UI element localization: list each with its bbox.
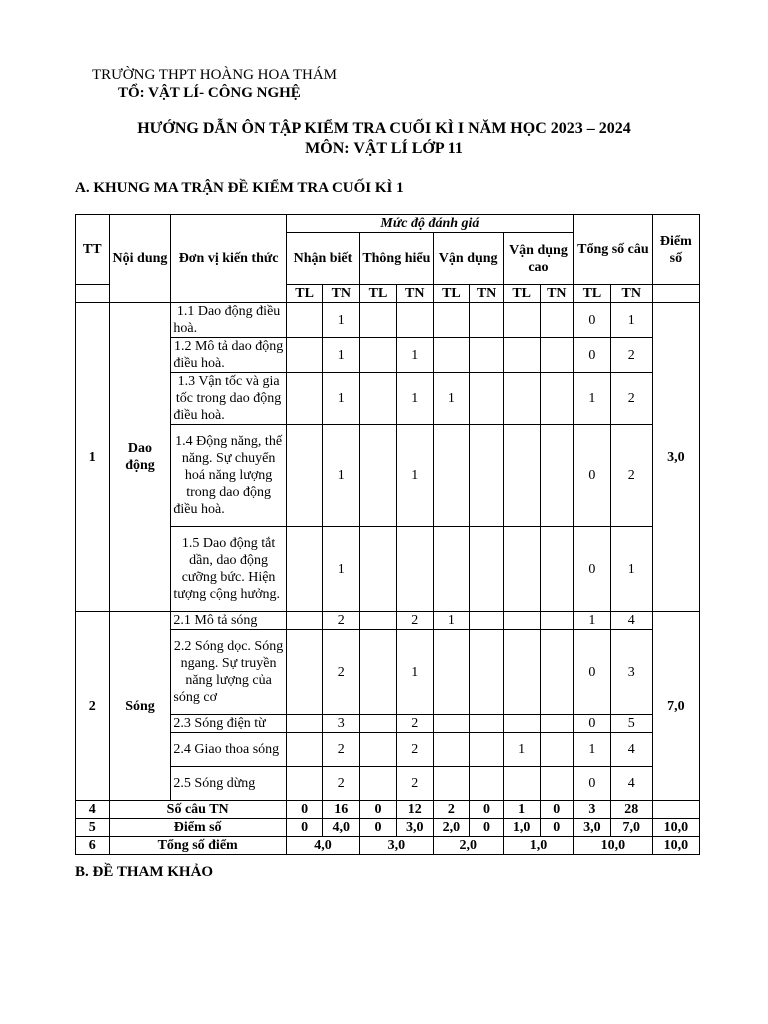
summary-cell: 2,0 — [433, 819, 470, 837]
table-row — [76, 612, 700, 630]
document-title: HƯỚNG DẪN ÔN TẬP KIỂM TRA CUỐI KÌ I NĂM HỌC 2023 – 2024 — [137, 120, 631, 137]
summary-cell: 0 — [360, 801, 397, 819]
count-cell: 5 — [610, 715, 652, 733]
count-cell: 0 — [574, 338, 611, 373]
count-cell — [360, 612, 397, 630]
header-tn: TN — [540, 285, 574, 303]
knowledge-unit: 1.4 Động năng, thế năng. Sự chuyển hoá năng lượng trong dao động điều hoà. — [171, 425, 286, 527]
header-level: Mức độ đánh giá — [286, 215, 573, 233]
count-cell — [433, 733, 470, 767]
count-cell — [286, 303, 323, 338]
header-blank — [76, 285, 110, 303]
count-cell: 0 — [574, 303, 611, 338]
count-cell: 2 — [610, 373, 652, 425]
count-cell — [360, 303, 397, 338]
knowledge-unit: 2.4 Giao thoa sóng — [171, 733, 286, 767]
count-cell — [540, 715, 574, 733]
count-cell: 3 — [610, 630, 652, 715]
header-blank — [652, 285, 699, 303]
count-cell — [503, 715, 540, 733]
summary-cell: 0 — [286, 819, 323, 837]
count-cell — [360, 630, 397, 715]
count-cell — [360, 767, 397, 801]
knowledge-unit: 1.2 Mô tả dao động điều hoà. — [171, 338, 286, 373]
knowledge-unit: 2.2 Sóng dọc. Sóng ngang. Sự truyền năng lượng của sóng cơ — [171, 630, 286, 715]
header-understand: Thông hiểu — [360, 233, 433, 285]
count-cell — [360, 733, 397, 767]
summary-cell: 3 — [574, 801, 611, 819]
count-cell: 2 — [323, 733, 360, 767]
count-cell — [433, 303, 470, 338]
summary-score: 10,0 — [652, 819, 699, 837]
header-score: Điểm số — [652, 215, 699, 285]
summary-cell: 2 — [433, 801, 470, 819]
count-cell — [540, 612, 574, 630]
count-cell: 2 — [396, 767, 433, 801]
count-cell — [470, 733, 504, 767]
summary-cell: 0 — [360, 819, 397, 837]
count-cell: 2 — [610, 425, 652, 527]
count-cell — [360, 338, 397, 373]
row-number: 5 — [76, 819, 110, 837]
header-tl: TL — [360, 285, 397, 303]
count-cell: 0 — [574, 767, 611, 801]
table-header — [76, 215, 700, 303]
header-tt: TT — [76, 215, 110, 285]
summary-score — [652, 801, 699, 819]
count-cell: 1 — [433, 373, 470, 425]
count-cell — [286, 338, 323, 373]
knowledge-unit: 1.3 Vận tốc và gia tốc trong dao động điều hoà. — [171, 373, 286, 425]
summary-cell: 3,0 — [574, 819, 611, 837]
count-cell — [503, 527, 540, 612]
count-cell — [360, 373, 397, 425]
count-cell — [396, 527, 433, 612]
row-number: 2 — [76, 612, 110, 801]
table-row — [76, 303, 700, 338]
summary-cell: 1,0 — [503, 819, 540, 837]
count-cell — [286, 767, 323, 801]
count-cell — [286, 373, 323, 425]
count-cell: 2 — [323, 612, 360, 630]
count-cell: 2 — [396, 612, 433, 630]
content-name: Dao động — [109, 303, 171, 612]
count-cell — [503, 630, 540, 715]
group-score: 3,0 — [652, 303, 699, 612]
content-name: Sóng — [109, 612, 171, 801]
count-cell — [540, 527, 574, 612]
header-tn: TN — [610, 285, 652, 303]
summary-row — [76, 837, 700, 855]
count-cell — [540, 425, 574, 527]
count-cell — [540, 733, 574, 767]
count-cell — [470, 767, 504, 801]
summary-cell: 0 — [470, 801, 504, 819]
count-cell — [286, 612, 323, 630]
summary-cell: 4,0 — [286, 837, 359, 855]
count-cell: 1 — [574, 373, 611, 425]
count-cell — [503, 338, 540, 373]
summary-cell: 1,0 — [503, 837, 573, 855]
count-cell — [286, 733, 323, 767]
count-cell — [470, 425, 504, 527]
count-cell — [540, 373, 574, 425]
header-tn: TN — [470, 285, 504, 303]
header-tl: TL — [433, 285, 470, 303]
section-a-heading: A. KHUNG MA TRẬN ĐỀ KIỂM TRA CUỐI KÌ 1 — [75, 180, 404, 196]
count-cell: 1 — [323, 373, 360, 425]
knowledge-unit: 2.5 Sóng dừng — [171, 767, 286, 801]
count-cell: 1 — [574, 733, 611, 767]
assessment-matrix-table — [75, 214, 700, 855]
count-cell — [470, 612, 504, 630]
section-b-heading: B. ĐỀ THAM KHẢO — [75, 864, 214, 880]
summary-label: Tổng số điểm — [109, 837, 286, 855]
summary-row — [76, 801, 700, 819]
count-cell: 1 — [396, 373, 433, 425]
count-cell — [503, 612, 540, 630]
count-cell — [470, 630, 504, 715]
count-cell: 1 — [610, 527, 652, 612]
summary-cell: 0 — [540, 801, 574, 819]
count-cell — [433, 767, 470, 801]
count-cell: 1 — [323, 338, 360, 373]
count-cell: 4 — [610, 733, 652, 767]
knowledge-unit: 2.1 Mô tả sóng — [171, 612, 286, 630]
knowledge-unit: 1.5 Dao động tắt dần, dao động cưỡng bức. Hiện tượng cộng hưởng. — [171, 527, 286, 612]
count-cell — [286, 715, 323, 733]
count-cell: 1 — [574, 612, 611, 630]
summary-cell: 1 — [503, 801, 540, 819]
summary-cell: 16 — [323, 801, 360, 819]
header-tl: TL — [574, 285, 611, 303]
count-cell: 2 — [396, 715, 433, 733]
count-cell: 1 — [323, 425, 360, 527]
count-cell — [433, 630, 470, 715]
count-cell — [433, 338, 470, 373]
group-score: 7,0 — [652, 612, 699, 801]
count-cell: 1 — [433, 612, 470, 630]
summary-cell: 0 — [540, 819, 574, 837]
count-cell — [433, 527, 470, 612]
row-number: 6 — [76, 837, 110, 855]
count-cell — [470, 527, 504, 612]
count-cell — [540, 338, 574, 373]
count-cell — [470, 373, 504, 425]
count-cell — [360, 715, 397, 733]
count-cell — [286, 425, 323, 527]
header-tl: TL — [286, 285, 323, 303]
count-cell: 0 — [574, 527, 611, 612]
count-cell — [470, 338, 504, 373]
summary-label: Số câu TN — [109, 801, 286, 819]
summary-cell: 4,0 — [323, 819, 360, 837]
count-cell — [540, 630, 574, 715]
count-cell: 0 — [574, 715, 611, 733]
count-cell — [433, 425, 470, 527]
department-name: TỔ: VẬT LÍ- CÔNG NGHỆ — [118, 85, 301, 101]
count-cell: 2 — [396, 733, 433, 767]
header-apply: Vận dụng — [433, 233, 503, 285]
count-cell — [503, 303, 540, 338]
header-tn: TN — [396, 285, 433, 303]
count-cell: 1 — [323, 303, 360, 338]
count-cell: 1 — [396, 338, 433, 373]
count-cell — [503, 767, 540, 801]
count-cell — [503, 425, 540, 527]
knowledge-unit: 1.1 Dao động điều hoà. — [171, 303, 286, 338]
count-cell: 1 — [503, 733, 540, 767]
summary-row — [76, 819, 700, 837]
summary-cell: 2,0 — [433, 837, 503, 855]
header-unit: Đơn vị kiến thức — [171, 215, 286, 303]
header-content: Nội dung — [109, 215, 171, 303]
header-recognize: Nhận biết — [286, 233, 359, 285]
count-cell: 1 — [323, 527, 360, 612]
summary-cell: 0 — [470, 819, 504, 837]
summary-cell: 3,0 — [396, 819, 433, 837]
header-apply-high: Vận dụng cao — [503, 233, 573, 285]
count-cell: 4 — [610, 612, 652, 630]
row-number: 1 — [76, 303, 110, 612]
summary-cell: 28 — [610, 801, 652, 819]
summary-cell: 0 — [286, 801, 323, 819]
count-cell: 0 — [574, 630, 611, 715]
count-cell — [540, 767, 574, 801]
count-cell: 2 — [323, 630, 360, 715]
count-cell: 1 — [396, 425, 433, 527]
summary-cell: 3,0 — [360, 837, 433, 855]
count-cell: 1 — [396, 630, 433, 715]
count-cell — [470, 715, 504, 733]
knowledge-unit: 2.3 Sóng điện từ — [171, 715, 286, 733]
count-cell: 2 — [323, 767, 360, 801]
count-cell — [433, 715, 470, 733]
document-subject: MÔN: VẬT LÍ LỚP 11 — [305, 140, 463, 157]
summary-score: 10,0 — [652, 837, 699, 855]
summary-cell: 12 — [396, 801, 433, 819]
table-body — [76, 303, 700, 855]
header-total: Tổng số câu — [574, 215, 653, 285]
count-cell — [286, 630, 323, 715]
count-cell — [396, 303, 433, 338]
count-cell — [360, 527, 397, 612]
count-cell — [470, 303, 504, 338]
count-cell — [286, 527, 323, 612]
row-number: 4 — [76, 801, 110, 819]
count-cell — [360, 425, 397, 527]
count-cell: 3 — [323, 715, 360, 733]
school-name: TRƯỜNG THPT HOÀNG HOA THÁM — [92, 67, 337, 83]
header-tl: TL — [503, 285, 540, 303]
count-cell — [540, 303, 574, 338]
count-cell: 2 — [610, 338, 652, 373]
count-cell: 1 — [610, 303, 652, 338]
count-cell — [503, 373, 540, 425]
count-cell: 0 — [574, 425, 611, 527]
summary-label: Điểm số — [109, 819, 286, 837]
count-cell: 4 — [610, 767, 652, 801]
summary-cell: 10,0 — [574, 837, 653, 855]
header-tn: TN — [323, 285, 360, 303]
summary-cell: 7,0 — [610, 819, 652, 837]
